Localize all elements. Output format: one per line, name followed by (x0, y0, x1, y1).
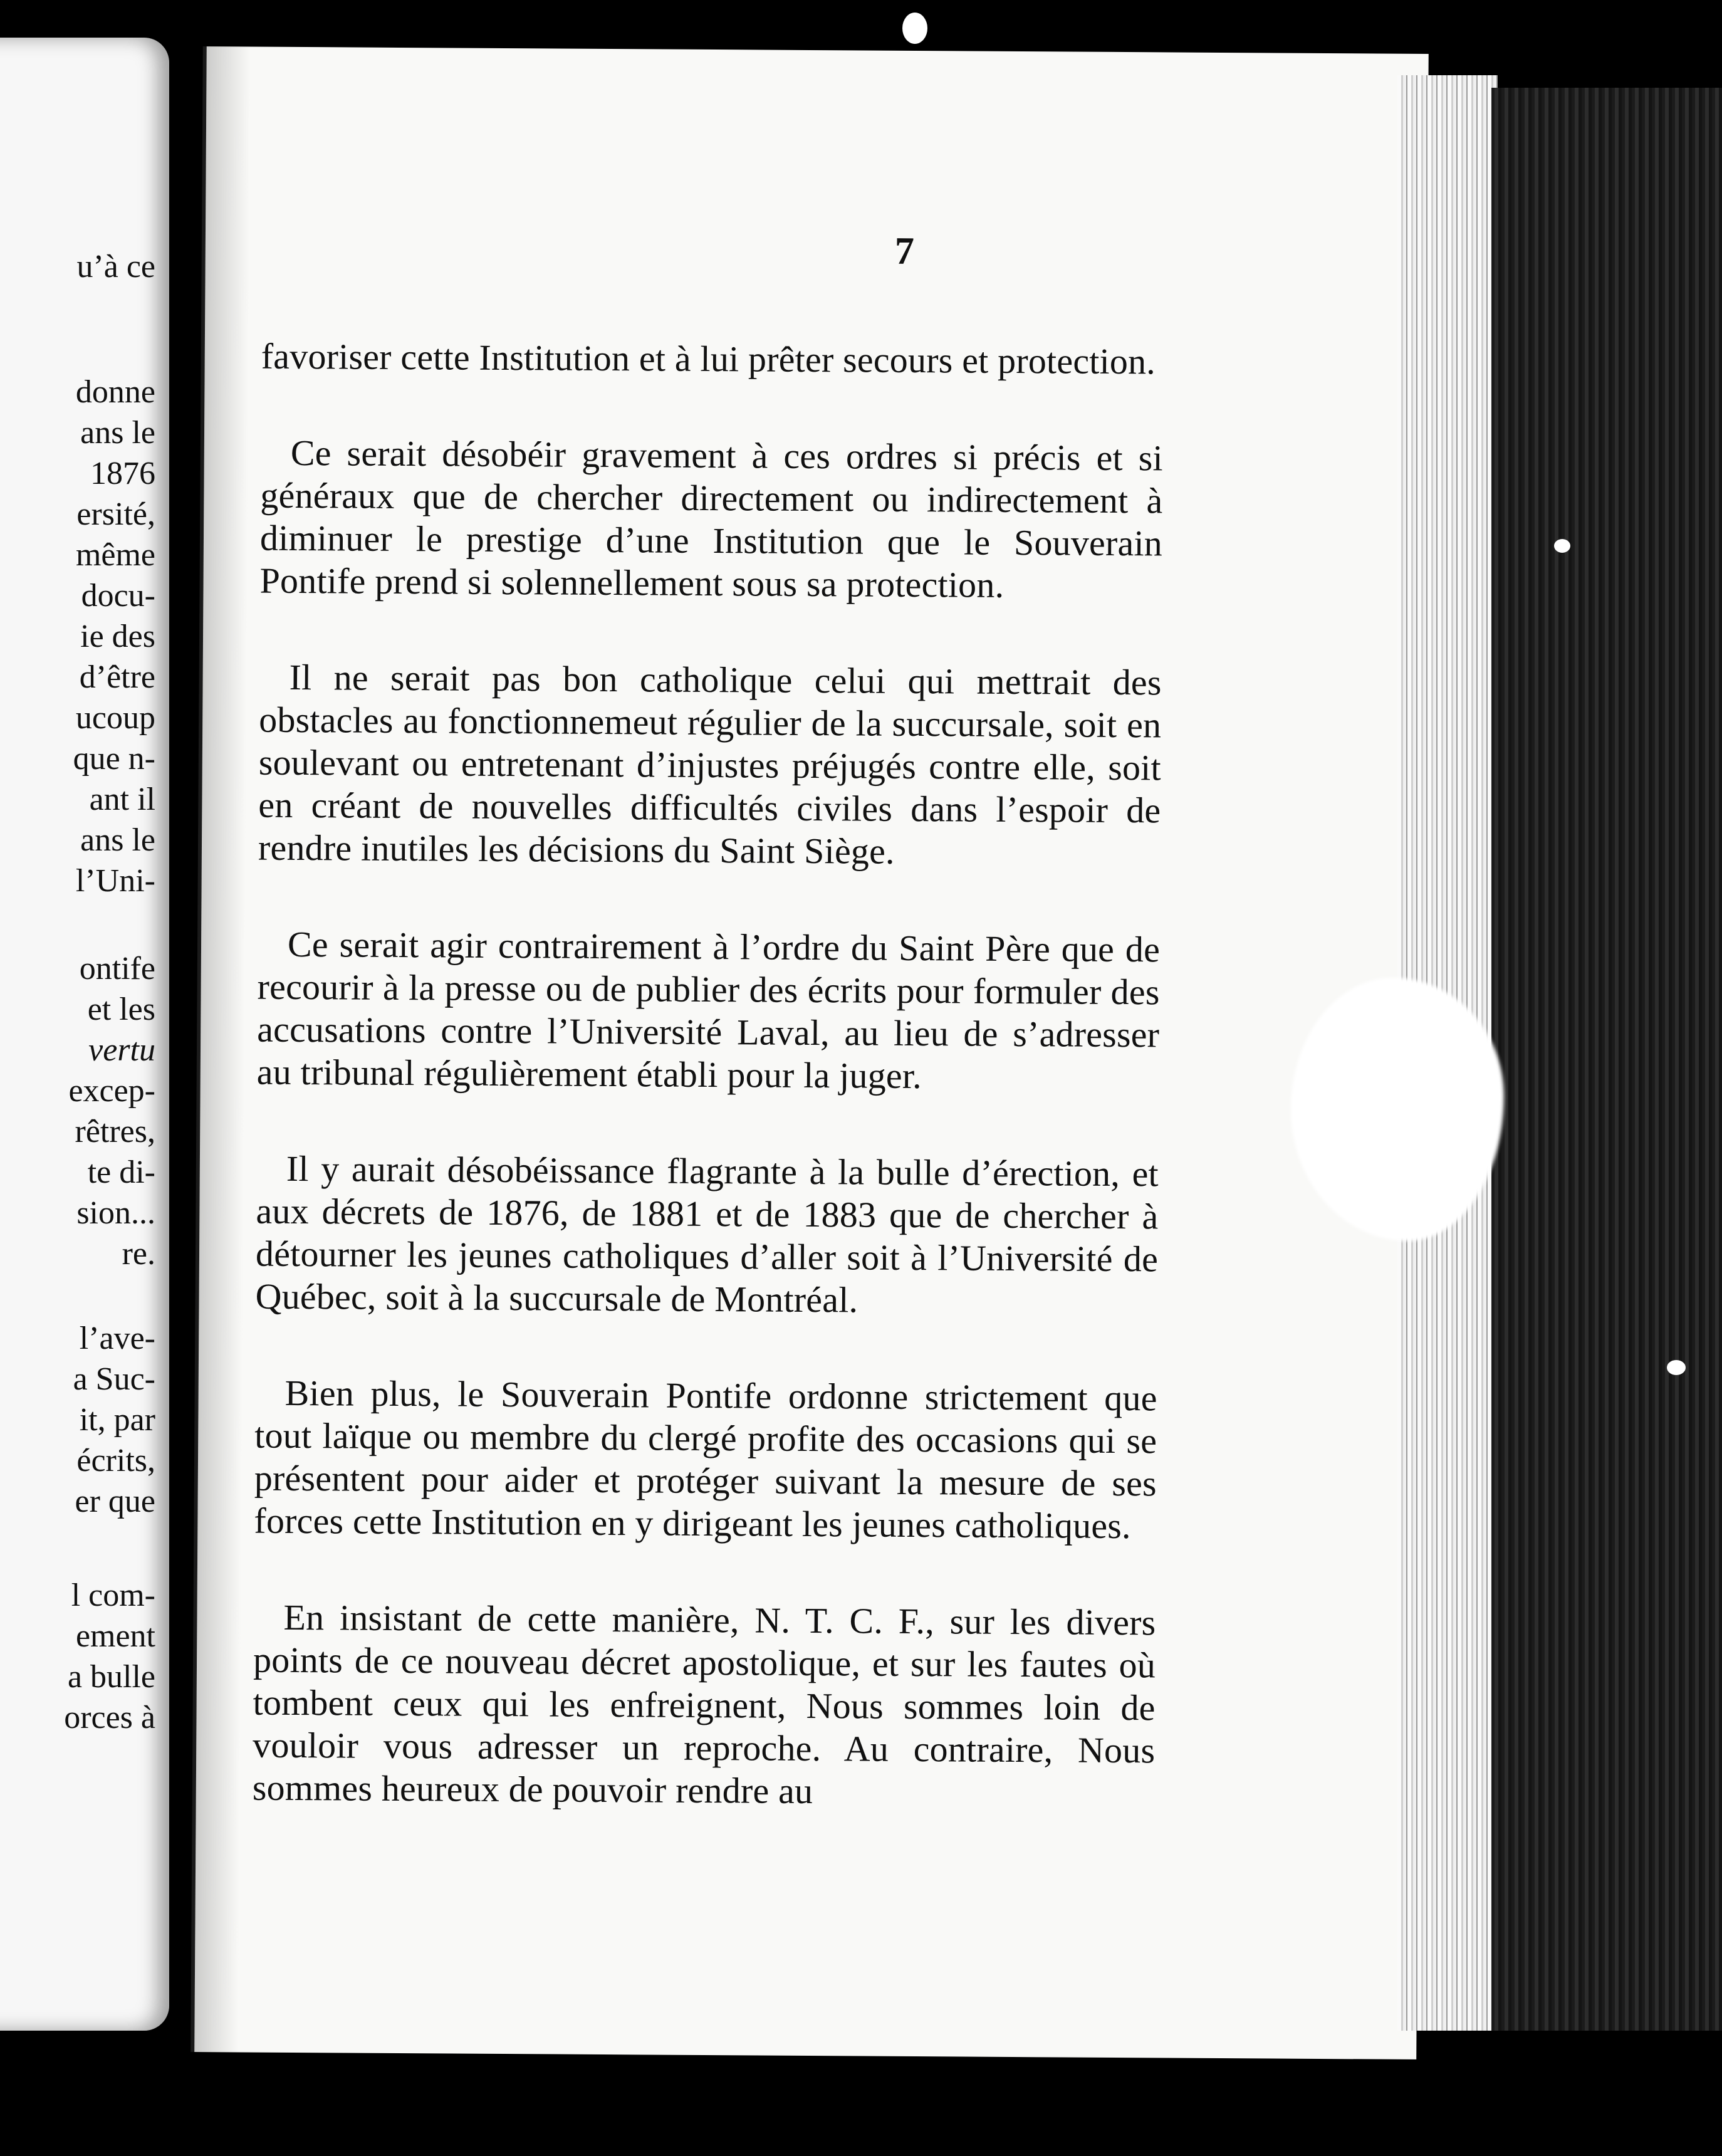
previous-page-text-fragment: même (75, 537, 155, 573)
previous-page-fragment (0, 38, 169, 2031)
paragraph: Ce serait désobéir gravement à ces ordres si précis et si généraux que de chercher directement ou indirectement à diminuer le prestige d’une Institution que le Souverain Pontife prend si solennellement sous sa protection. (259, 432, 1164, 605)
previous-page-text-fragment: ement (75, 1618, 155, 1654)
previous-page-text-fragment: l’Uni- (75, 863, 155, 899)
previous-page-text-fragment: donne (75, 374, 155, 410)
paragraph: En insistant de cette manière, N. T. C. F., sur les divers points de ce nouveau décret apostolique, et sur les fautes où tombent ceux qui les enfreignent, Nous sommes loin de vouloir vous adresser un reproche. Au contraire, Nous sommes heureux de pouvoir rendre au (252, 1596, 1156, 1812)
previous-page-text-fragment: 1876 (90, 456, 155, 491)
previous-page-text-fragment: ie des (80, 619, 155, 654)
previous-page-text-fragment: er que (75, 1484, 155, 1519)
previous-page-text-fragment: l com- (71, 1578, 155, 1613)
dust-speck (902, 13, 927, 44)
previous-page-text-fragment: docu- (81, 578, 155, 614)
previous-page-text-fragment: re. (122, 1236, 155, 1272)
book-page (194, 46, 1429, 2059)
previous-page-text-fragment: ersité, (76, 496, 155, 532)
dust-speck (1667, 1360, 1686, 1375)
previous-page-text-fragment: ant il (89, 782, 155, 817)
previous-page-text-fragment: a bulle (67, 1659, 155, 1695)
previous-page-text-fragment: a Suc- (73, 1361, 155, 1397)
book-cover (1491, 88, 1722, 2031)
previous-page-text-fragment: ans le (80, 415, 155, 451)
previous-page-text-fragment: it, par (79, 1402, 155, 1438)
gutter-shadow (194, 46, 251, 2052)
previous-page-text-fragment: l’ave- (79, 1321, 155, 1356)
previous-page-text-fragment: te di- (87, 1154, 155, 1190)
previous-page-text-fragment: ucoup (75, 700, 155, 736)
paragraph: Ce serait agir contrairement à l’ordre du Saint Père que de recourir à la presse ou de publier des écrits pour formuler des accusations contre l’Université Laval, au lieu de s’adresser au tribunal régulièrement établi pour la juger. (256, 923, 1161, 1097)
paragraph: Bien plus, le Souverain Pontife ordonne strictement que tout laïque ou membre du clergé profite des occasions qui se présentent pour aider et protéger suivant la mesure de ses forces cette Institution en y dirigeant les jeunes catholiques. (254, 1372, 1157, 1547)
paragraph: Il y aurait désobéissance flagrante à la bulle d’érection, et aux décrets de 1876, de 1881 et de 1883 que de chercher à détourner les jeunes catholiques d’aller soit à l’Université de Québec, soit à la succursale de Montréal. (255, 1148, 1159, 1321)
previous-page-text-fragment: u’à ce (76, 249, 155, 285)
body-text (252, 335, 1164, 1869)
paragraph-continued: favoriser cette Institution et à lui prêter secours et protection. (261, 335, 1156, 382)
previous-page-text-fragment: rêtres, (75, 1114, 155, 1149)
previous-page-text-fragment: ans le (80, 822, 155, 858)
previous-page-text-fragment: excep- (68, 1073, 155, 1109)
page-number: 7 (894, 229, 915, 273)
dust-speck (1554, 539, 1570, 553)
previous-page-text-fragment: écrits, (76, 1443, 155, 1478)
previous-page-text-fragment: vertu (88, 1032, 155, 1068)
previous-page-text-fragment: que n- (73, 741, 155, 777)
previous-page-text-fragment: d’être (79, 659, 155, 695)
previous-page-text-fragment: orces à (64, 1700, 155, 1735)
paragraph: Il ne serait pas bon catholique celui qui mettrait des obstacles au fonctionnemeut régulier de la succursale, soit en soulevant ou entretenant d’injustes préjugés contre elle, soit en créant de nouvelles difficultés civiles dans l’espoir de rendre inutiles les décisions du Saint Siège. (258, 656, 1162, 872)
previous-page-text-fragment: ontife (79, 951, 155, 986)
previous-page-text-fragment: sion... (76, 1195, 155, 1231)
previous-page-text-fragment: et les (87, 992, 155, 1027)
